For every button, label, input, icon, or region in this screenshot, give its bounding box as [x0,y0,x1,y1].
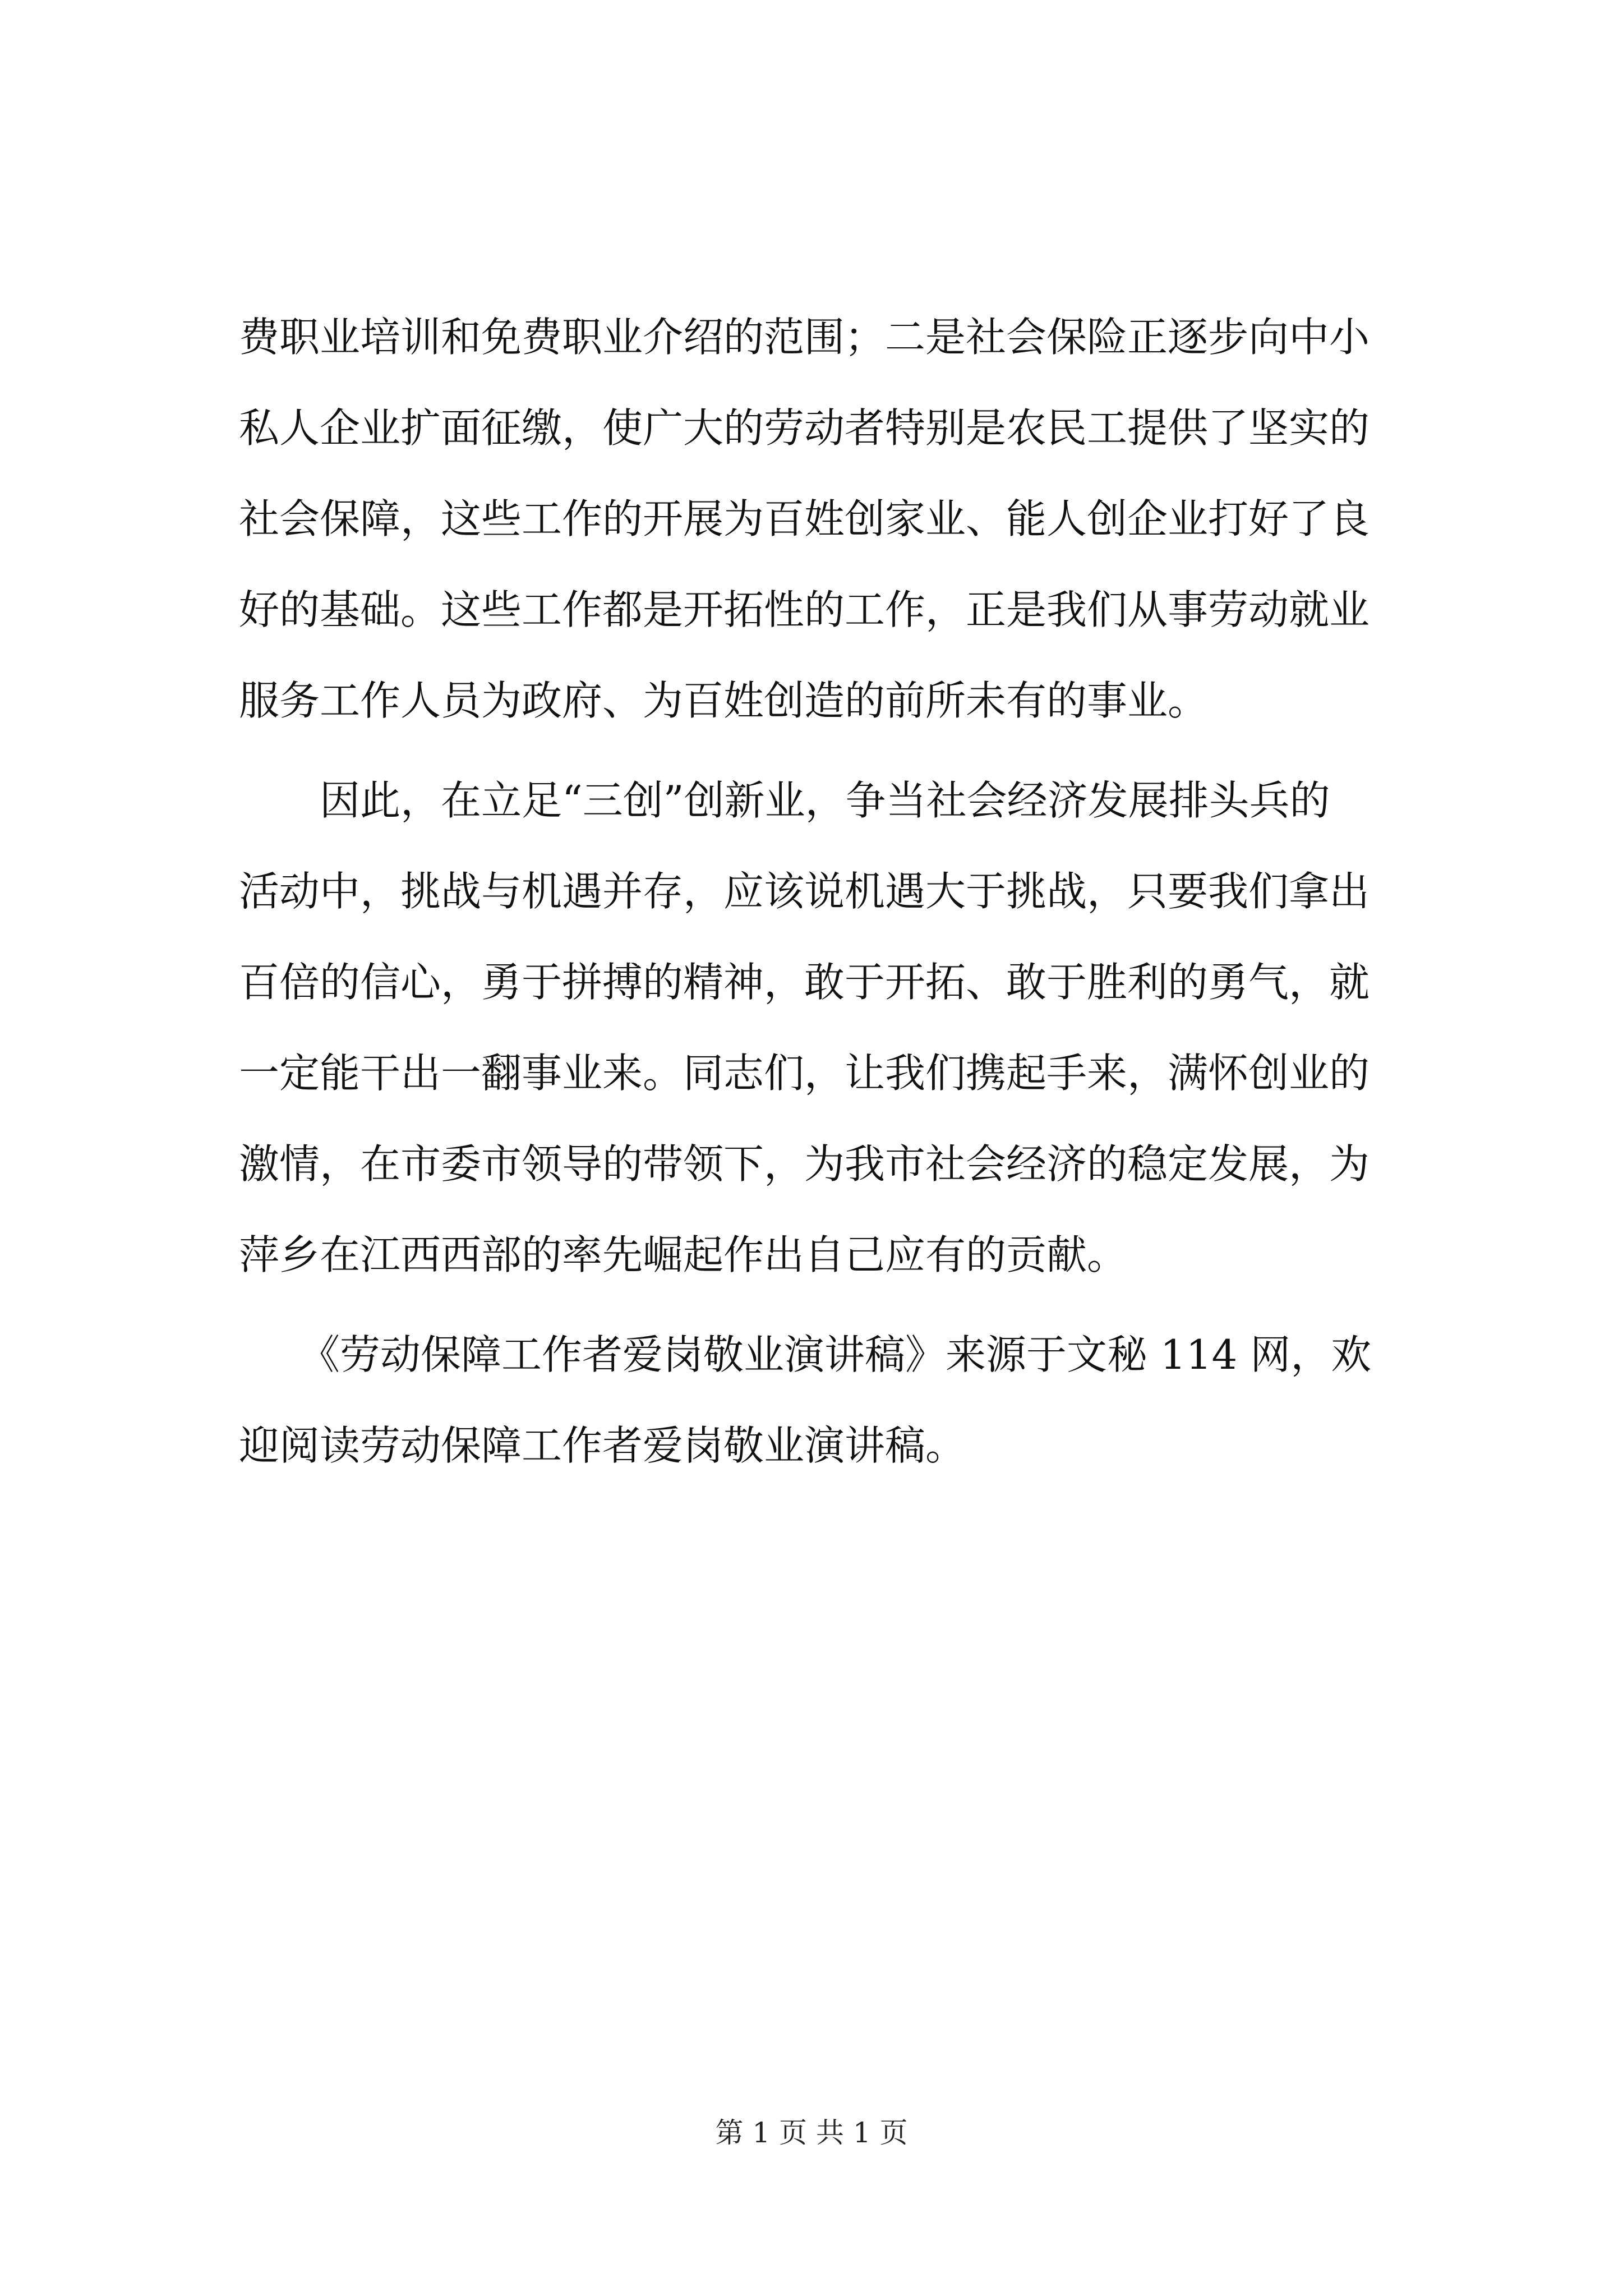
page-number-label: 第 1 页 共 1 页 [715,2116,908,2149]
paragraph-2 [239,755,1411,1300]
paragraph-line: 百倍的信心，勇于拼搏的精神，敢于开拓、敢于胜利的勇气，就 [239,959,1370,1006]
paragraph-spacer [239,746,1411,755]
paragraph-spacer [239,1300,1411,1309]
paragraph-line: 好的基础。这些工作都是开拓性的工作，正是我们从事劳动就业 [239,586,1370,633]
paragraph-line: 《劳动保障工作者爱岗敬业演讲稿》来源于文秘 114 网，欢 [239,1331,1372,1378]
paragraph-line: 费职业培训和免费职业介绍的范围；二是社会保险正逐步向中小 [239,314,1370,361]
paragraph-line: 一定能干出一翻事业来。同志们，让我们携起手来，满怀创业的 [239,1050,1370,1097]
page-footer [0,2110,1623,2155]
paragraph-line: 私人企业扩面征缴，使广大的劳动者特别是农民工提供了坚实的 [239,404,1370,452]
paragraph-1 [239,292,1411,746]
paragraph-3 [239,1309,1411,1491]
paragraph-line: 因此，在立足“三创”创新业，争当社会经济发展排头兵的 [239,777,1330,824]
paragraph-line: 活动中，挑战与机遇并存，应该说机遇大于挑战，只要我们拿出 [239,868,1370,915]
paragraph-line: 社会保障，这些工作的开展为百姓创家业、能人创企业打好了良 [239,495,1370,542]
paragraph-line: 迎阅读劳动保障工作者爱岗敬业演讲稿。 [239,1422,966,1469]
paragraph-line: 萍乡在江西西部的率先崛起作出自己应有的贡献。 [239,1231,1128,1278]
document-body [239,292,1411,1491]
paragraph-line: 服务工作人员为政府、为百姓创造的前所未有的事业。 [239,677,1209,724]
paragraph-line: 激情，在市委市领导的带领下，为我市社会经济的稳定发展，为 [239,1140,1370,1188]
